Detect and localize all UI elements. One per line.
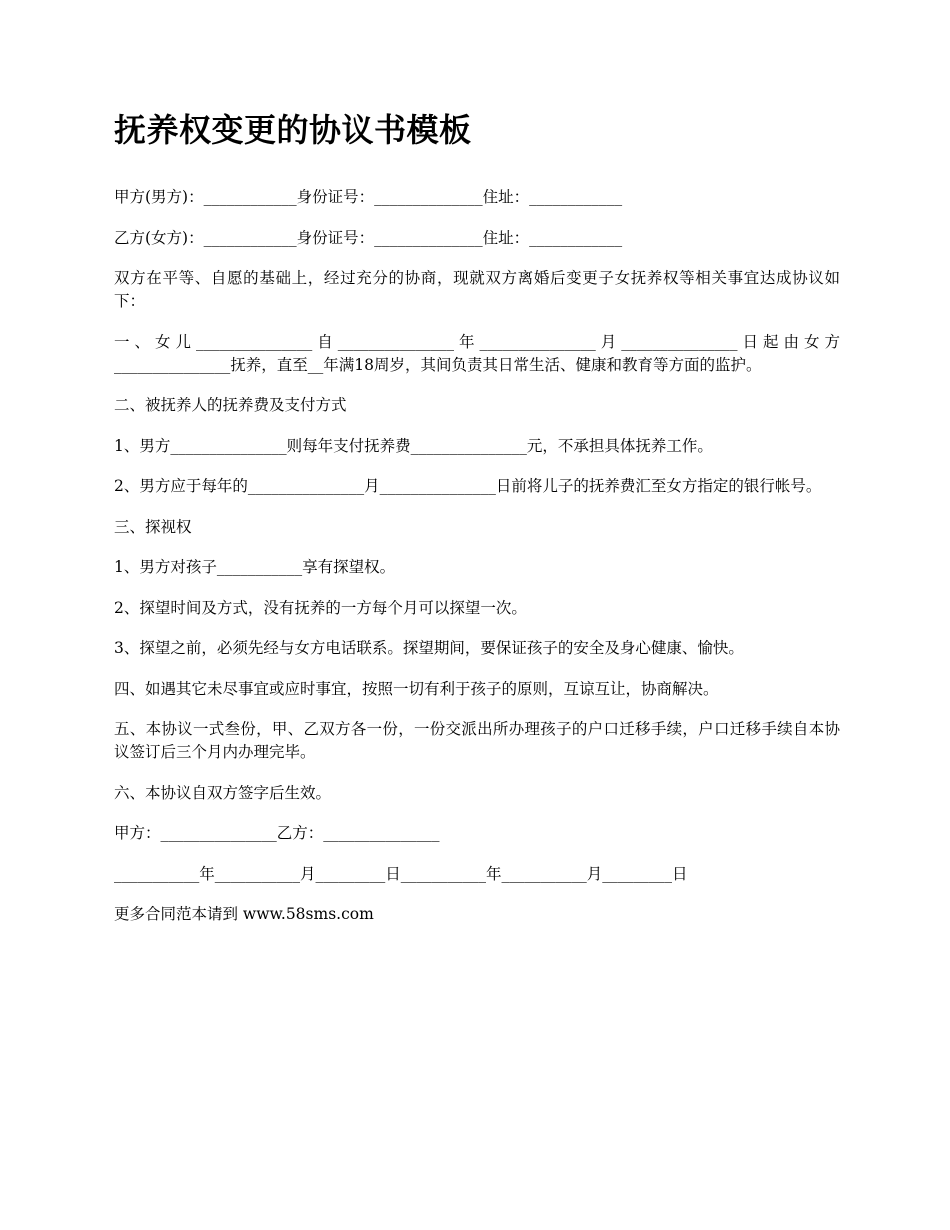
clause-4: 四、如遇其它未尽事宜或应时事宜，按照一切有利于孩子的原则，互谅互让，协商解决。: [114, 679, 719, 698]
clause-3-item-1: 1、男方对孩子___________享有探望权。: [114, 558, 396, 576]
party-a-info: 甲方(男方)：____________身份证号：______________住址：____________: [114, 188, 623, 206]
party-b-info: 乙方(女方)：____________身份证号：______________住址：____________: [114, 228, 623, 247]
document-title: 抚养权变更的协议书模板: [114, 111, 472, 149]
date-line: ___________年___________月_________日___________年___________月_________日: [114, 864, 688, 883]
clause-3-item-2: 2、探望时间及方式，没有抚养的一方每个月可以探望一次。: [114, 598, 527, 617]
clause-1-custody: 一、女儿_______________自_______________年_______________月_______________日起由女方_______________抚养，直至__年满18周岁，其间负责其日常生活、健康和教育等方面的监护。: [114, 332, 840, 374]
clause-2-item-1: 1、男方_______________则每年支付抚养费_______________元，不承担具体抚养工作。: [114, 436, 713, 455]
document-page: [114, 108, 840, 944]
signature-line: 甲方：_______________乙方：_______________: [114, 824, 440, 842]
clause-3-item-3: 3、探望之前，必须先经与女方电话联系。探望期间，要保证孩子的安全及身心健康、愉快。: [114, 639, 744, 657]
footer-note: 更多合同范本请到 www.58sms.com: [114, 905, 374, 923]
clause-5: 五、本协议一式叁份，甲、乙双方各一份，一份交派出所办理孩子的户口迁移手续，户口迁移手续自本协议签订后三个月内办理完毕。: [114, 720, 840, 761]
clause-2-item-2: 2、男方应于每年的_______________月_______________日前将儿子的抚养费汇至女方指定的银行帐号。: [114, 477, 822, 495]
preamble: 双方在平等、自愿的基础上，经过充分的协商，现就双方离婚后变更子女抚养权等相关事宜达成协议如下：: [114, 269, 840, 310]
clause-3-heading: 三、探视权: [114, 517, 192, 536]
clause-2-heading: 二、被抚养人的抚养费及支付方式: [114, 396, 347, 414]
clause-6: 六、本协议自双方签字后生效。: [114, 783, 332, 802]
